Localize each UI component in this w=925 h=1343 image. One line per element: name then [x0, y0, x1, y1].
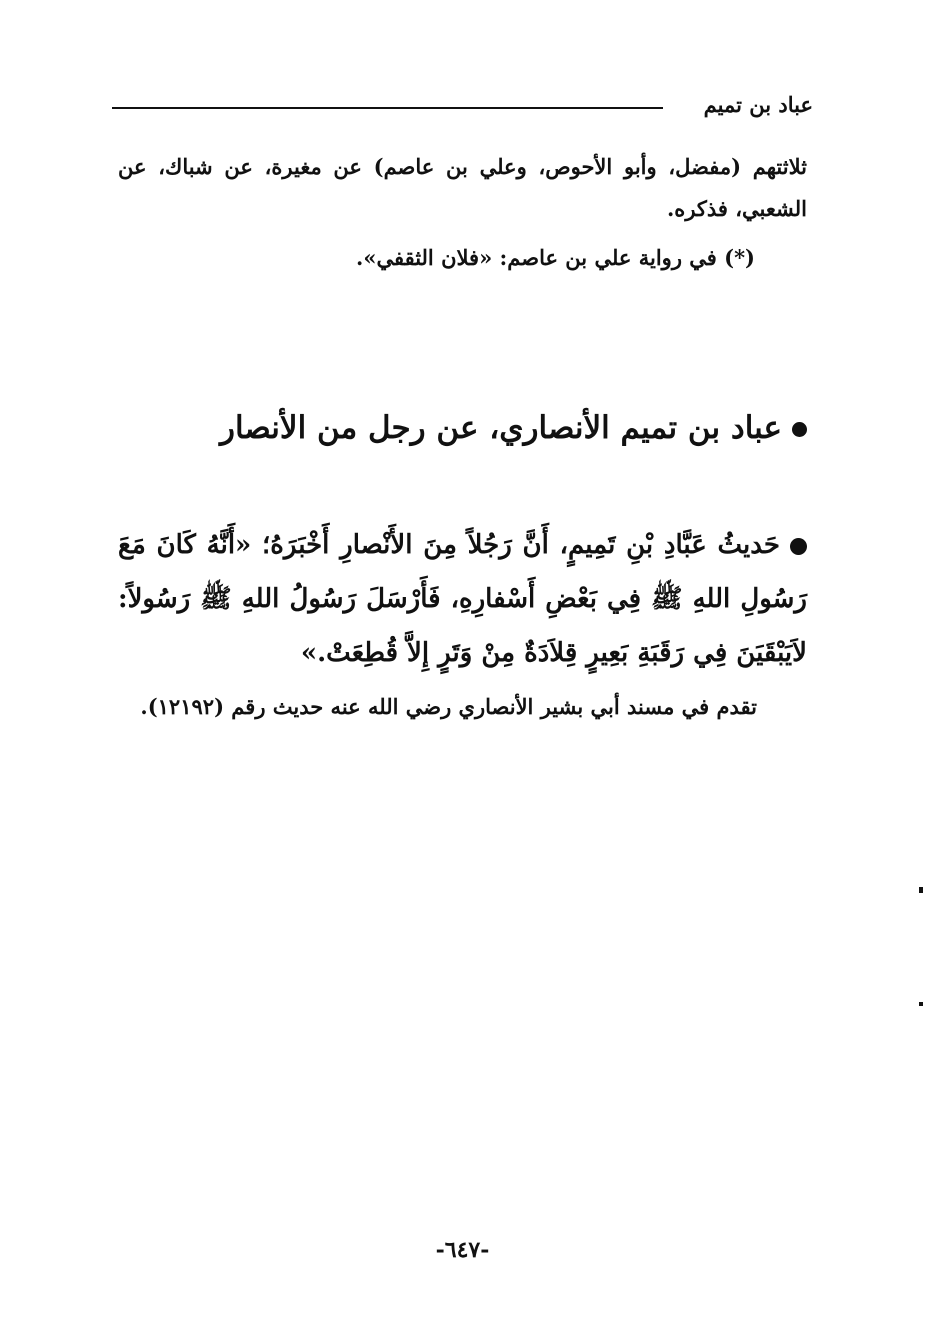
- paragraph-chain-of-narration: ثلاثتهم (مفضل، وأبو الأحوص، وعلي بن عاصم) عن مغيرة، عن شباك، عن الشعبي، فذكره.: [118, 154, 807, 221]
- scan-edge-mark: [919, 1002, 923, 1006]
- section-heading-text: عباد بن تميم الأنصاري، عن رجل من الأنصار: [219, 410, 782, 446]
- scan-edge-mark: [919, 887, 923, 893]
- bullet-icon: [792, 422, 807, 437]
- section-heading: [118, 410, 807, 446]
- hadith-text: [118, 518, 807, 680]
- running-head-title: عباد بن تميم: [703, 92, 813, 117]
- cross-reference-remark: [118, 684, 807, 730]
- running-head: [112, 92, 813, 122]
- footnote: (*) في رواية علي بن عاصم: «فلان الثقفي».: [356, 245, 755, 270]
- hadith-body: حَديثُ عَبَّادِ بْنِ تَمِيمٍ، أَنَّ رَجُلاً مِنَ الأَنْصارِ أَخْبَرَهُ؛ «أَنَّهُ كَانَ مَعَ رَسُولِ اللهِ ﷺ فِي بَعْضِ أَسْفارِهِ، فَأَرْسَلَ رَسُولُ اللهِ ﷺ رَسُولاً: لاَيَبْقَيَنَ فِي رَقَبَةِ بَعِيرٍ قِلاَدَةٌ مِنْ وَتَرٍ إِلاَّ قُطِعَتْ.»: [118, 530, 807, 668]
- page-number: -٦٤٧-: [435, 1237, 490, 1263]
- bullet-icon: [790, 538, 807, 555]
- remark-text: تقدم في مسند أبي بشير الأنصاري رضي الله عنه حديث رقم (١٢١٩٢).: [140, 694, 757, 719]
- running-head-rule: [112, 107, 663, 109]
